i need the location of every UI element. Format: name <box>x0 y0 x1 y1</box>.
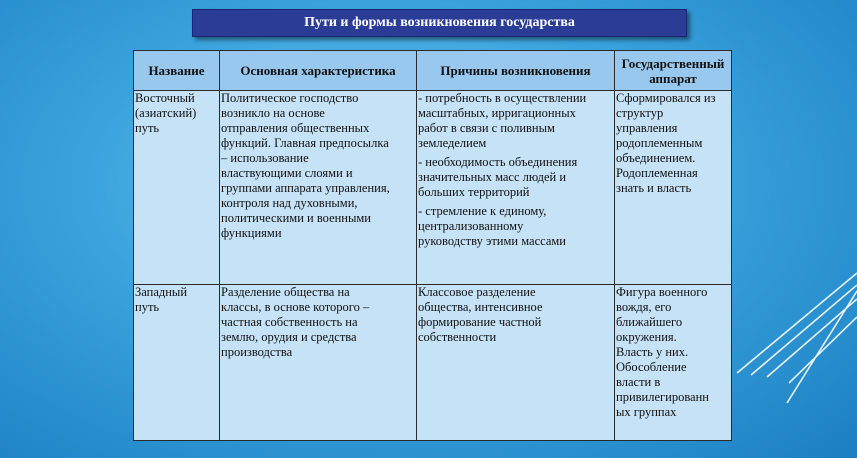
table-row <box>134 285 732 441</box>
row-apparatus: Фигура военного вождя, его ближайшего окружения. Власть у них. Обособление власти в привилегированн ых группах <box>615 285 732 441</box>
header-characteristic: Основная характеристика <box>220 51 417 91</box>
decorative-lines <box>727 255 857 405</box>
table-header-row <box>134 51 732 91</box>
header-apparatus: Государственный аппарат <box>615 51 732 91</box>
row-apparatus: Сформировался из структур управления родоплеменным объединением. Родоплеменная знать и власть <box>615 91 732 285</box>
row-reasons <box>417 91 615 285</box>
slide-title: Пути и формы возникновения государства <box>192 9 687 37</box>
header-reasons: Причины возникновения <box>417 51 615 91</box>
row-reasons <box>417 285 615 441</box>
table-row <box>134 91 732 285</box>
row-name: Восточный (азиатский) путь <box>134 91 220 285</box>
row-characteristic: Политическое господство возникло на основе отправления общественных функций. Главная предпосылка – использование властвующими слоями и группами аппарата управления, контроля над духовными, политическими и военными функциями <box>220 91 417 285</box>
reason-item: Классовое разделение общества, интенсивное формирование частной собственности <box>418 285 543 344</box>
state-origin-table <box>133 50 732 441</box>
reason-item: - потребность в осуществлении масштабных, ирригационных работ в связи с поливным земледелием <box>418 91 587 150</box>
reason-item: - необходимость объединения значительных масс людей и больших территорий <box>418 155 578 199</box>
header-name: Название <box>134 51 220 91</box>
row-name: Западный путь <box>134 285 220 441</box>
reason-item: - стремление к единому, централизованному руководству этими массами <box>418 204 566 248</box>
row-characteristic: Разделение общества на классы, в основе которого – частная собственность на землю, орудия и средства производства <box>220 285 417 441</box>
